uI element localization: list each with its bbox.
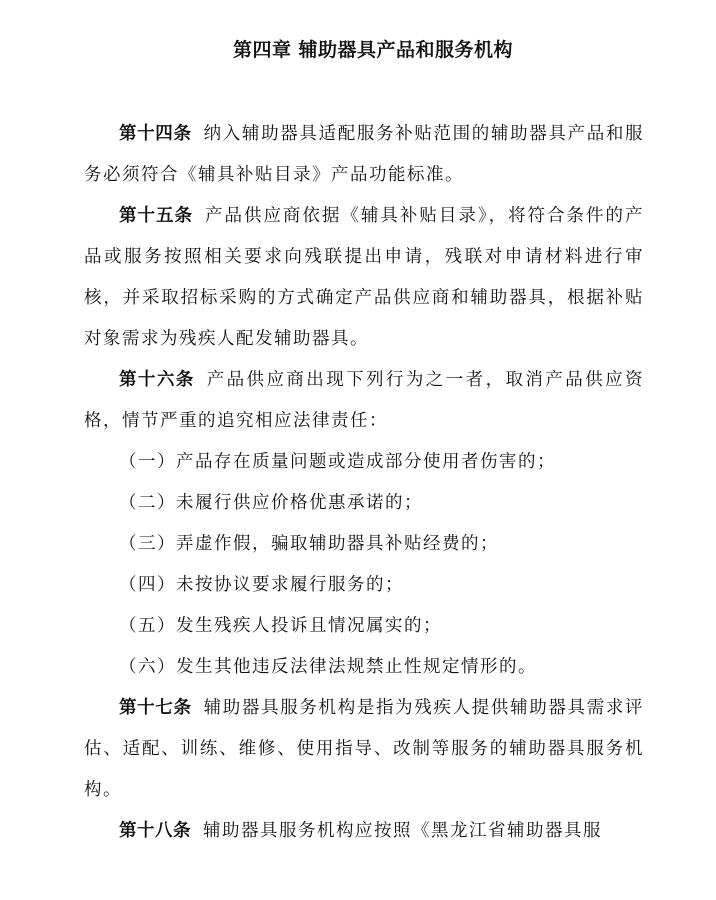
- article-number: 第十七条: [119, 698, 192, 718]
- article-17: [84, 688, 644, 811]
- article-18: [84, 811, 644, 852]
- chapter-title: 第四章 辅助器具产品和服务机构: [232, 39, 514, 61]
- document-page: [84, 30, 644, 852]
- article-16: [84, 360, 644, 442]
- article-16-item-3: （三）弄虚作假，骗取辅助器具补贴经费的；: [119, 534, 499, 554]
- article-16-item-1: （一）产品存在质量问题或造成部分使用者伤害的；: [119, 452, 556, 472]
- article-number: 第十六条: [119, 370, 195, 390]
- article-number: 第十四条: [119, 124, 192, 144]
- article-number: 第十八条: [119, 821, 191, 841]
- article-16-item-4: （四）未按协议要求履行服务的；: [119, 575, 404, 595]
- article-number: 第十五条: [119, 206, 193, 226]
- article-text: 产品供应商出现下列行为之一者，取消产品供应资格，情节严重的追究相应法律责任：: [84, 370, 645, 431]
- article-16-item-6: （六）发生其他违反法律法规禁止性规定情形的。: [119, 657, 537, 677]
- article-16-item-2: （二）未履行供应价格优惠承诺的；: [119, 493, 423, 513]
- article-text: 纳入辅助器具适配服务补贴范围的辅助器具产品和服务必须符合《辅具补贴目录》产品功能标准。: [84, 124, 645, 185]
- article-14: [84, 114, 644, 196]
- article-text: 产品供应商依据《辅具补贴目录》，将符合条件的产品或服务按照相关要求向残联提出申请，残联对申请材料进行审核，并采取招标采购的方式确定产品供应商和辅助器具，根据补贴对象需求为残疾人配发辅助器具。: [84, 206, 645, 349]
- article-16-item-5: （五）发生残疾人投诉且情况属实的；: [119, 616, 442, 636]
- article-15: [84, 196, 644, 360]
- article-text: 辅助器具服务机构是指为残疾人提供辅助器具需求评估、适配、训练、维修、使用指导、改制等服务的辅助器具服务机构。: [84, 698, 645, 800]
- article-text: 辅助器具服务机构应按照《黑龙江省辅助器具服: [203, 821, 602, 841]
